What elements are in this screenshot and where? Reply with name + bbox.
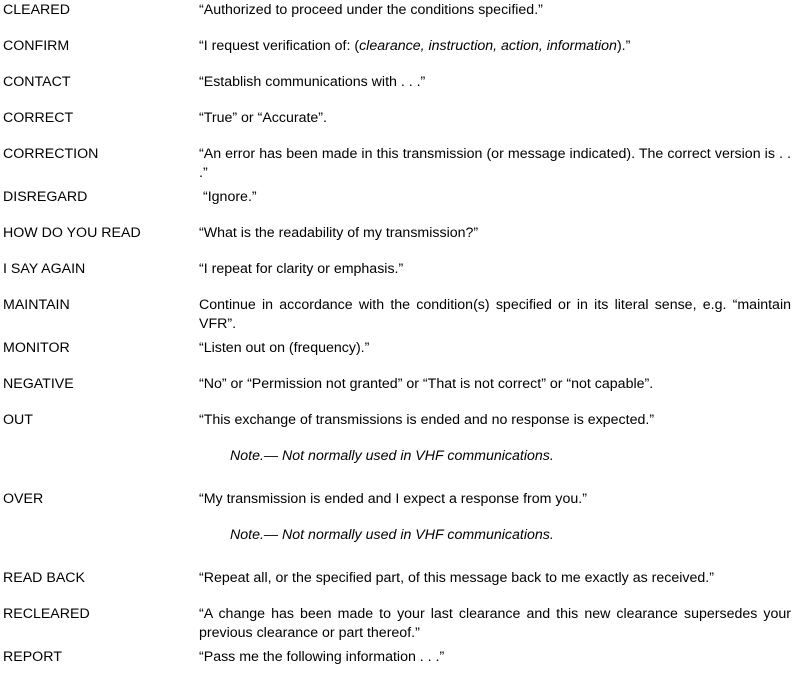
definition: “Establish communications with . . .” xyxy=(199,74,426,90)
term: READ BACK xyxy=(3,570,85,586)
definition: “Pass me the following information . . .” xyxy=(199,649,445,665)
term: MONITOR xyxy=(3,340,70,356)
definition: “Repeat all, or the specified part, of this message back to me exactly as received.” xyxy=(199,570,714,586)
definition: “This exchange of transmissions is ended and no response is expected.” xyxy=(199,412,655,428)
term: RECLEARED xyxy=(3,606,90,622)
term: CORRECTION xyxy=(3,146,99,162)
note: Note.— Not normally used in VHF communications. xyxy=(230,527,554,543)
definition: “Listen out on (frequency).” xyxy=(199,340,370,356)
term: CONFIRM xyxy=(3,38,70,54)
term: CLEARED xyxy=(3,2,71,18)
definition: “No” or “Permission not granted” or “That is not correct” or “not capable”. xyxy=(199,376,654,392)
definition: “True” or “Accurate”. xyxy=(199,110,327,126)
definition: “An error has been made in this transmission (or message indicated). The correct version is . . .” xyxy=(199,146,791,181)
definition xyxy=(199,37,791,56)
definition-suffix: ).” xyxy=(616,38,631,54)
note: Note.— Not normally used in VHF communications. xyxy=(230,448,554,464)
definition: “What is the readability of my transmission?” xyxy=(199,225,479,241)
term: I SAY AGAIN xyxy=(3,261,86,277)
definition-italic: clearance, instruction, action, information xyxy=(359,38,617,54)
definition: “My transmission is ended and I expect a response from you.” xyxy=(199,491,587,507)
definition-prefix: “I request verification of: ( xyxy=(199,38,360,54)
definition: “Ignore.” xyxy=(203,189,257,205)
term: CORRECT xyxy=(3,110,74,126)
term: NEGATIVE xyxy=(3,376,74,392)
term: DISREGARD xyxy=(3,189,88,205)
term: OVER xyxy=(3,491,44,507)
term: REPORT xyxy=(3,649,62,665)
definition: “Authorized to proceed under the conditions specified.” xyxy=(199,2,543,18)
term: OUT xyxy=(3,412,33,428)
definition: “I repeat for clarity or emphasis.” xyxy=(199,261,404,277)
term: HOW DO YOU READ xyxy=(3,225,141,241)
definition: “A change has been made to your last clearance and this new clearance supersedes your previous clearance or part thereof.” xyxy=(199,606,791,641)
term: CONTACT xyxy=(3,74,71,90)
term: MAINTAIN xyxy=(3,297,70,313)
definition: Continue in accordance with the condition(s) specified or in its literal sense, e.g. “maintain VFR”. xyxy=(199,297,791,332)
